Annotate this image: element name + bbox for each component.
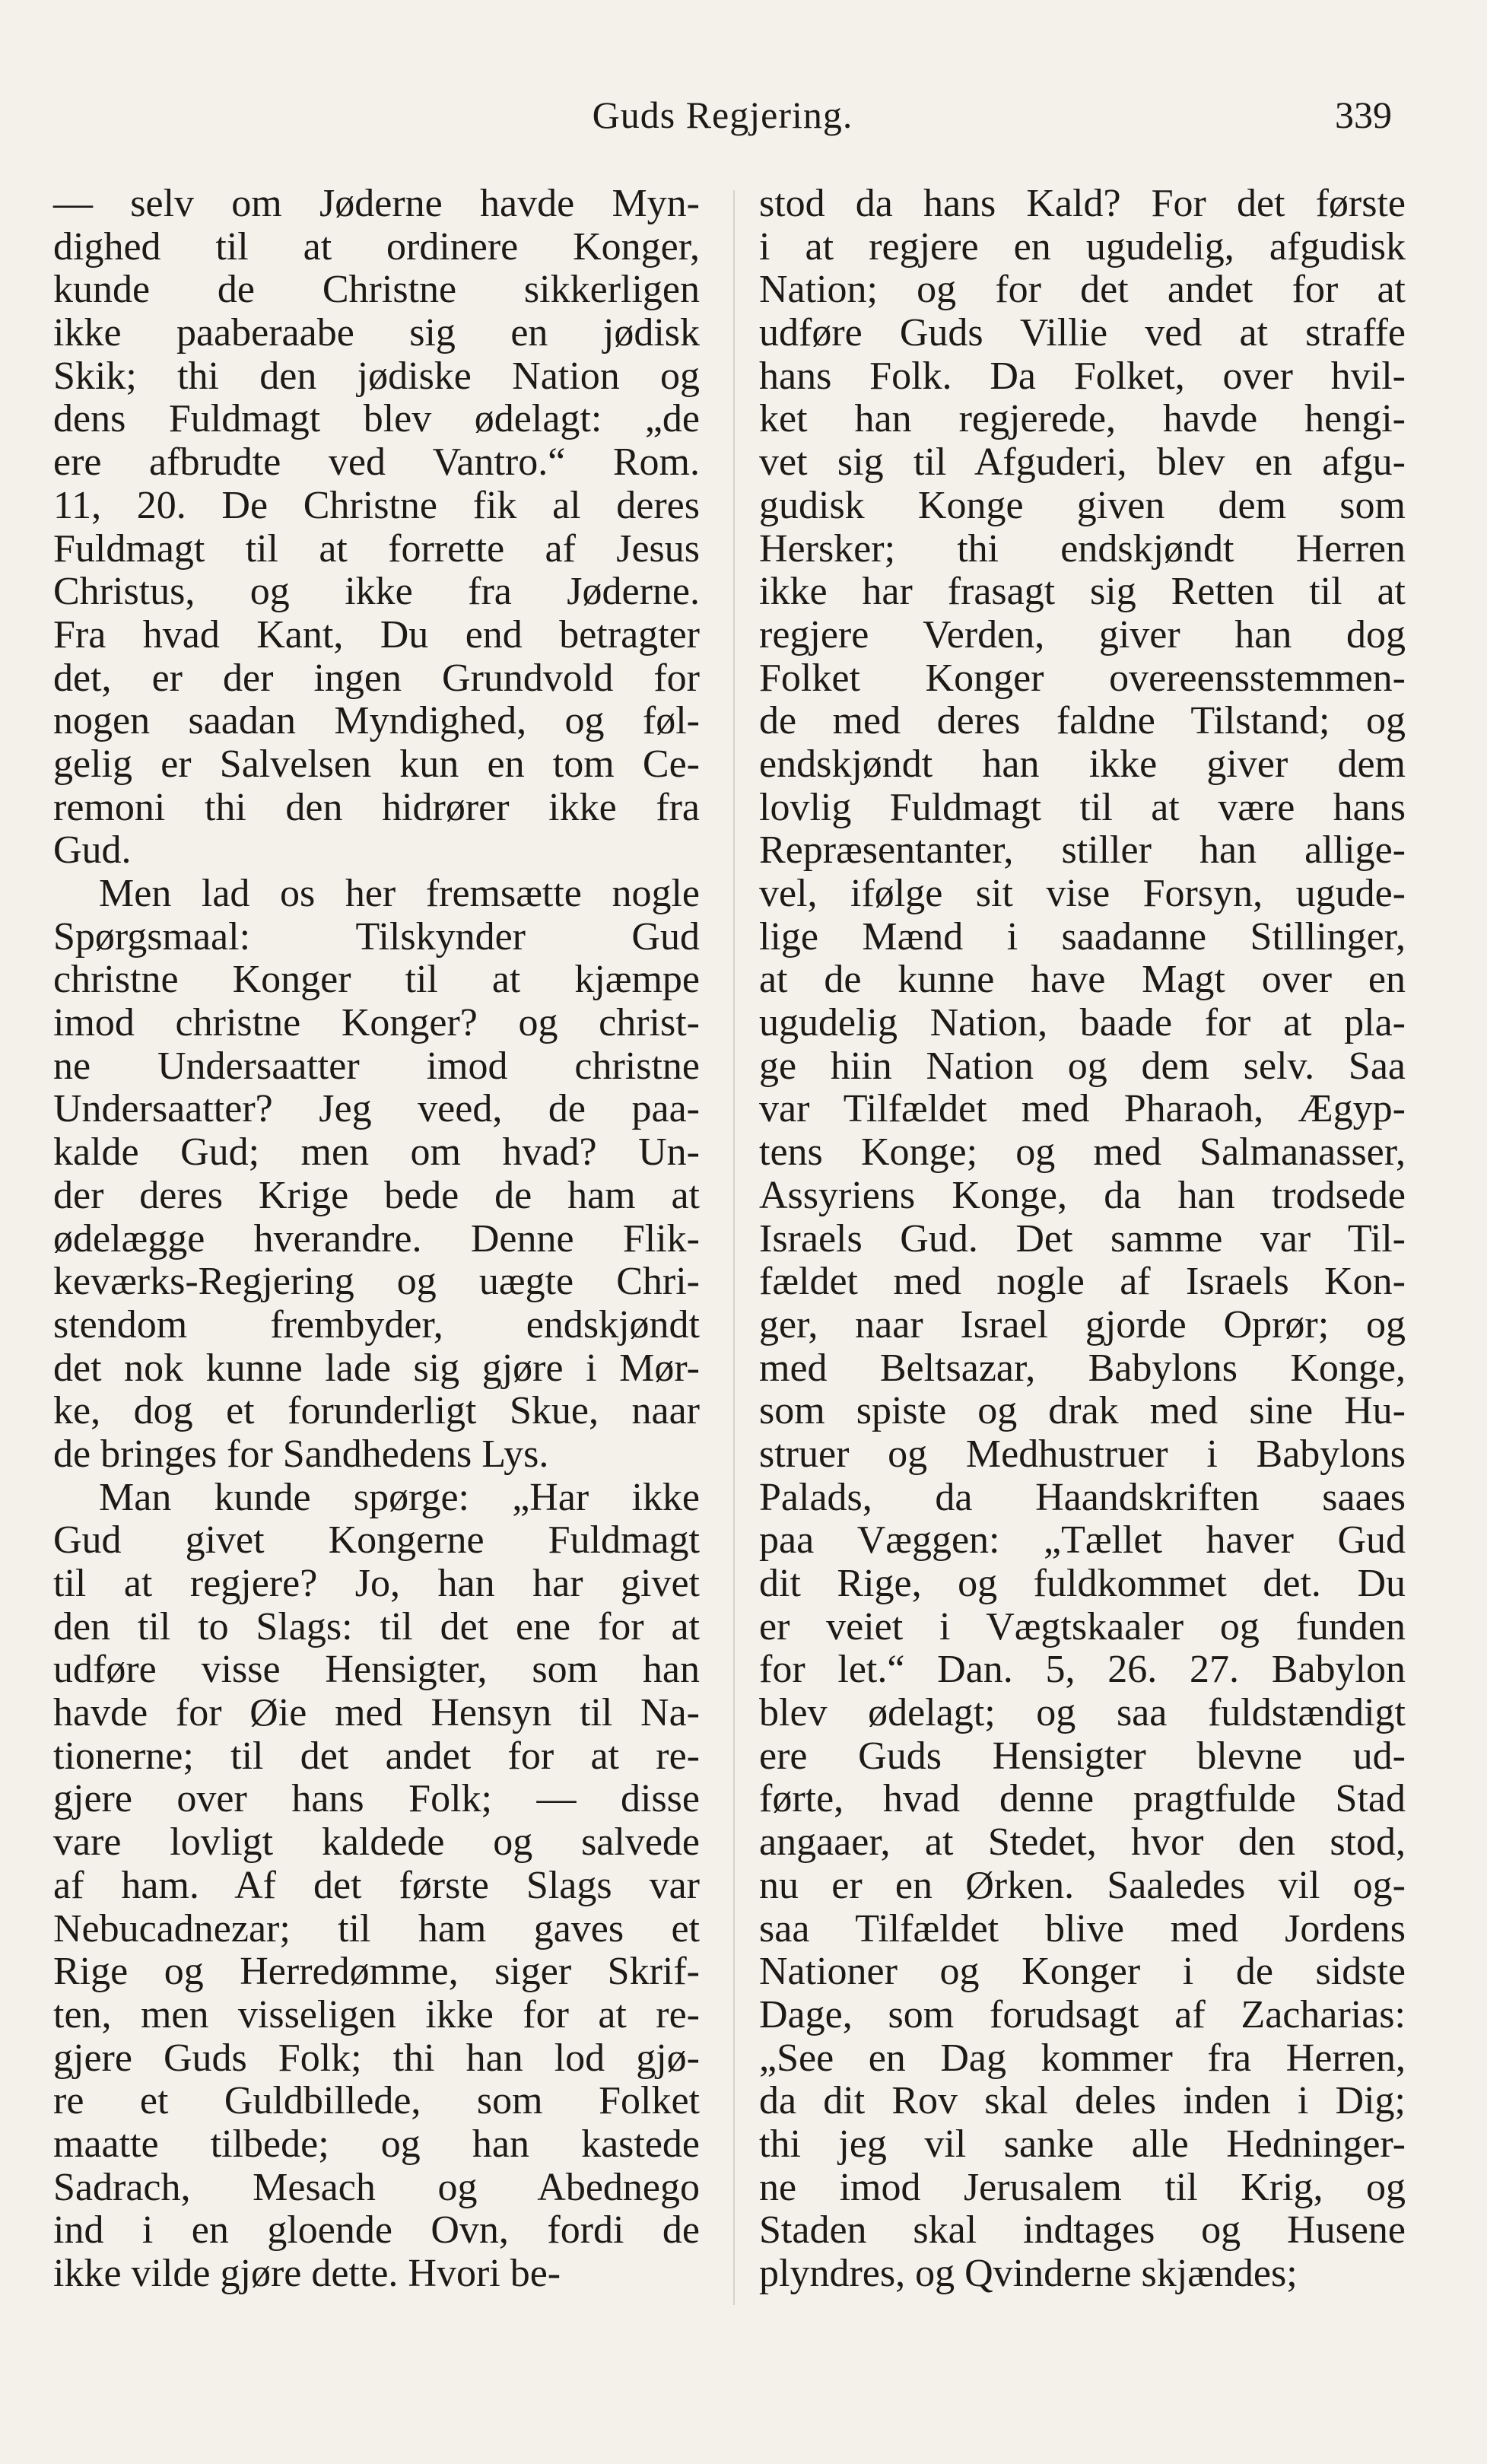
right-column-line: ket han regjerede, havde hengi- (759, 397, 1406, 441)
right-column-line: ne imod Jerusalem til Krig, og (759, 2165, 1406, 2209)
left-column-line: Skik; thi den jødiske Nation og (53, 354, 700, 398)
right-column-line: i at regjere en ugudelig, afgudisk (759, 224, 1406, 269)
left-column-line: Spørgsmaal: Tilskynder Gud (53, 914, 700, 959)
right-column-line: hans Folk. Da Folket, over hvil- (759, 354, 1406, 398)
right-column-line: Hersker; thi endskjøndt Herren (759, 526, 1406, 571)
left-column-line: det, er der ingen Grundvold for (53, 656, 700, 700)
left-column-line: udføre visse Hensigter, som han (53, 1648, 700, 1692)
right-column-line: ere Guds Hensigter blevne ud- (759, 1734, 1406, 1778)
left-column-line: havde for Øie med Hensyn til Na- (53, 1691, 700, 1735)
left-column-line: Men lad os her fremsætte nogle (99, 872, 700, 915)
right-column-line: Staden skal indtages og Husene (759, 2208, 1406, 2253)
right-column-line: for let.“ Dan. 5, 26. 27. Babylon (759, 1648, 1406, 1692)
right-column-line: tens Konge; og med Salmanasser, (759, 1130, 1406, 1175)
right-column-line: Repræsentanter, stiller han allige- (759, 828, 1406, 873)
right-column-line: er veiet i Vægtskaaler og funden (759, 1604, 1406, 1648)
left-column-line: gjere Guds Folk; thi han lod gjø- (53, 2036, 700, 2080)
running-head (53, 93, 1392, 154)
right-column-line: Nation; og for det andet for at (759, 268, 1406, 312)
right-column-line: ugudelig Nation, baade for at pla- (759, 1001, 1406, 1045)
left-column-line: ke, dog et forunderligt Skue, naar (53, 1389, 700, 1433)
left-column-line: ne Undersaatter imod christne (53, 1044, 700, 1088)
left-column-line: christne Konger til at kjæmpe (53, 958, 700, 1002)
left-column-line: gjere over hans Folk; — disse (53, 1777, 700, 1821)
left-column-line: Sadrach, Mesach og Abednego (53, 2165, 700, 2209)
right-column-line: ikke har frasagt sig Retten til at (759, 570, 1406, 614)
left-column-line: nogen saadan Myndighed, og føl- (53, 699, 700, 743)
right-column-line: regjere Verden, giver han dog (759, 612, 1406, 657)
right-column-line: „See en Dag kommer fra Herren, (759, 2036, 1406, 2080)
right-column-line: ge hiin Nation og dem selv. Saa (759, 1044, 1406, 1088)
right-column-line: thi jeg vil sanke alle Hedninger- (759, 2122, 1406, 2166)
right-column-line: Israels Gud. Det samme var Til- (759, 1216, 1406, 1261)
right-column-line: udføre Guds Villie ved at straffe (759, 311, 1406, 355)
left-column-line: ere afbrudte ved Vantro.“ Rom. (53, 440, 700, 485)
left-column-line: Undersaatter? Jeg veed, de paa- (53, 1087, 700, 1131)
left-column-line: kalde Gud; men om hvad? Un- (53, 1130, 700, 1175)
left-column-line: Man kunde spørge: „Har ikke (99, 1475, 700, 1519)
left-column-line: ikke paaberaabe sig en jødisk (53, 311, 700, 355)
left-column-line: ødelægge hverandre. Denne Flik- (53, 1216, 700, 1261)
left-column-line: — selv om Jøderne havde Myn- (53, 182, 700, 225)
left-column-line: den til to Slags: til det ene for at (53, 1604, 700, 1648)
right-column-line: lovlig Fuldmagt til at være hans (759, 785, 1406, 829)
column-divider (733, 190, 735, 2305)
left-column-line: af ham. Af det første Slags var (53, 1863, 700, 1907)
left-column-line: til at regjere? Jo, han har givet (53, 1562, 700, 1605)
left-column-line: der deres Krige bede de ham at (53, 1173, 700, 1217)
left-column-line: Rige og Herredømme, siger Skrif- (53, 1950, 700, 1994)
page-number: 339 (1335, 94, 1392, 136)
right-column-line: nu er en Ørken. Saaledes vil og- (759, 1863, 1406, 1907)
right-column-line: vet sig til Afguderi, blev en afgu- (759, 440, 1406, 485)
right-column-line: endskjøndt han ikke giver dem (759, 742, 1406, 786)
left-column-line: Gud. (53, 828, 132, 873)
left-column-line: ten, men visseligen ikke for at re- (53, 1992, 700, 2036)
left-column-line: 11, 20. De Christne fik al deres (53, 483, 700, 527)
left-column-line: maatte tilbede; og han kastede (53, 2122, 700, 2166)
left-column-line: dighed til at ordinere Konger, (53, 224, 700, 269)
right-column-line: med Beltsazar, Babylons Konge, (759, 1346, 1406, 1390)
right-column-line: som spiste og drak med sine Hu- (759, 1389, 1406, 1433)
right-column-line: blev ødelagt; og saa fuldstændigt (759, 1691, 1406, 1735)
left-column-line: tionerne; til det andet for at re- (53, 1734, 700, 1778)
left-column-line: re et Guldbillede, som Folket (53, 2079, 700, 2123)
left-column-line: Gud givet Kongerne Fuldmagt (53, 1518, 700, 1563)
left-column (53, 183, 700, 2296)
right-column-line: fældet med nogle af Israels Kon- (759, 1260, 1406, 1304)
left-column-line: dens Fuldmagt blev ødelagt: „de (53, 397, 700, 441)
right-column-line: Nationer og Konger i de sidste (759, 1950, 1406, 1994)
left-column-line: de bringes for Sandhedens Lys. (53, 1432, 549, 1476)
left-column-line: ikke vilde gjøre dette. Hvori be- (53, 2252, 561, 2295)
left-column-line: Fuldmagt til at forrette af Jesus (53, 526, 700, 571)
right-column-line: de med deres faldne Tilstand; og (759, 699, 1406, 743)
right-column-line: da dit Rov skal deles inden i Dig; (759, 2079, 1406, 2123)
left-column-line: imod christne Konger? og christ- (53, 1001, 700, 1045)
left-column-line: vare lovligt kaldede og salvede (53, 1820, 700, 1865)
right-column-line: Dage, som forudsagt af Zacharias: (759, 1992, 1406, 2036)
right-column-line: Palads, da Haandskriften saaes (759, 1475, 1406, 1519)
left-column-line: kunde de Christne sikkerligen (53, 268, 700, 312)
left-column-line: keværks-Regjering og uægte Chri- (53, 1260, 700, 1304)
right-column-line: dit Rige, og fuldkommet det. Du (759, 1562, 1406, 1605)
right-column-line: stod da hans Kald? For det første (759, 182, 1406, 225)
left-column-line: ind i en gloende Ovn, fordi de (53, 2208, 700, 2253)
left-column-line: remoni thi den hidrører ikke fra (53, 785, 700, 829)
right-column-line: angaaer, at Stedet, hvor den stod, (759, 1820, 1406, 1865)
left-column-line: det nok kunne lade sig gjøre i Mør- (53, 1346, 700, 1390)
right-column (759, 183, 1406, 2296)
right-column-line: førte, hvad denne pragtfulde Stad (759, 1777, 1406, 1821)
left-column-line: Christus, og ikke fra Jøderne. (53, 570, 700, 614)
right-column-line: saa Tilfældet blive med Jordens (759, 1906, 1406, 1951)
right-column-line: gudisk Konge given dem som (759, 483, 1406, 527)
right-column-line: ger, naar Israel gjorde Oprør; og (759, 1302, 1406, 1346)
left-column-line: stendom frembyder, endskjøndt (53, 1302, 700, 1346)
right-column-line: vel, ifølge sit vise Forsyn, ugude- (759, 872, 1406, 915)
right-column-line: struer og Medhustruer i Babylons (759, 1432, 1406, 1476)
left-column-line: Fra hvad Kant, Du end betragter (53, 612, 700, 657)
right-column-line: lige Mænd i saadanne Stillinger, (759, 914, 1406, 959)
right-column-line: at de kunne have Magt over en (759, 958, 1406, 1002)
right-column-line: Folket Konger overeensstemmen- (759, 656, 1406, 700)
right-column-line: Assyriens Konge, da han trodsede (759, 1173, 1406, 1217)
right-column-line: paa Væggen: „Tællet haver Gud (759, 1518, 1406, 1563)
right-column-line: plyndres, og Qvinderne skjændes; (759, 2252, 1298, 2295)
right-column-line: var Tilfældet med Pharaoh, Ægyp- (759, 1087, 1406, 1131)
running-title: Guds Regjering. (592, 94, 853, 136)
left-column-line: gelig er Salvelsen kun en tom Ce- (53, 742, 700, 786)
left-column-line: Nebucadnezar; til ham gaves et (53, 1906, 700, 1951)
